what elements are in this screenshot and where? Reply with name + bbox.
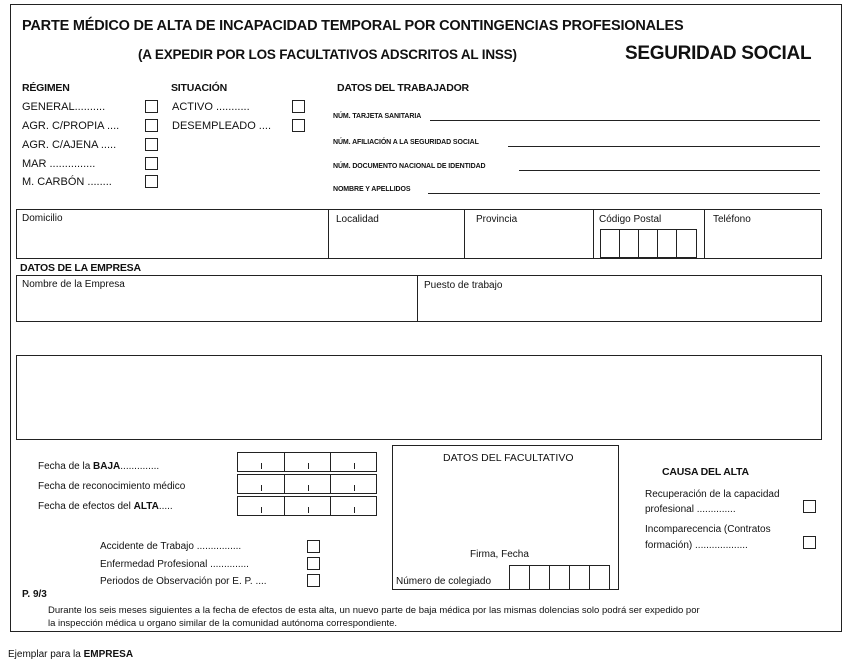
recuperacion-label-cont: profesional .............. — [645, 504, 736, 515]
date-tick — [261, 463, 262, 469]
ejemplar-prefix: Ejemplar para la — [8, 649, 84, 660]
dni-label: NÚM. DOCUMENTO NACIONAL DE IDENTIDAD — [333, 163, 486, 170]
localidad-label: Localidad — [336, 214, 379, 225]
recuperacion-label: Recuperación de la capacidad — [645, 489, 780, 500]
puesto-trabajo-label: Puesto de trabajo — [424, 280, 503, 291]
regimen-agr-propia-checkbox[interactable] — [145, 119, 158, 132]
incomparecencia-checkbox[interactable] — [803, 536, 816, 549]
fecha-alta-dots: ..... — [158, 501, 173, 512]
empresa-nombre-field[interactable] — [20, 294, 413, 319]
situacion-activo-checkbox[interactable] — [292, 100, 305, 113]
colegiado-digit[interactable] — [589, 565, 610, 590]
regimen-option-label: M. CARBÓN ........ — [22, 176, 112, 188]
regimen-general-checkbox[interactable] — [145, 100, 158, 113]
enfermedad-profesional-label: Enfermedad Profesional .............. — [100, 559, 249, 570]
periodos-observacion-checkbox[interactable] — [307, 574, 320, 587]
domicilio-field[interactable] — [20, 228, 324, 256]
firma-area[interactable] — [398, 468, 613, 546]
codigo-postal-label: Código Postal — [599, 214, 662, 225]
footnote-line-2: la inspección médica u organo similar de la comunidad autónoma correspondiente. — [48, 618, 398, 629]
accidente-trabajo-checkbox[interactable] — [307, 540, 320, 553]
fecha-reconocimiento-label: Fecha de reconocimiento médico — [38, 481, 186, 492]
nombre-apellidos-label: NOMBRE Y APELLIDOS — [333, 186, 411, 193]
ejemplar-label — [8, 649, 133, 660]
regimen-option-label: AGR. C/PROPIA .... — [22, 120, 120, 132]
causa-alta-heading: CAUSA DEL ALTA — [662, 466, 749, 478]
regimen-carbon-checkbox[interactable] — [145, 175, 158, 188]
date-tick — [354, 485, 355, 491]
recuperacion-checkbox[interactable] — [803, 500, 816, 513]
fecha-reconocimiento-field[interactable] — [237, 474, 377, 494]
provincia-label: Provincia — [476, 214, 518, 225]
situacion-option-label: DESEMPLEADO .... — [172, 120, 272, 132]
situacion-desempleado-checkbox[interactable] — [292, 119, 305, 132]
accidente-trabajo-label: Accidente de Trabajo ................ — [100, 541, 242, 552]
date-tick — [354, 507, 355, 513]
regimen-agr-ajena-checkbox[interactable] — [145, 138, 158, 151]
fecha-baja-prefix: Fecha de la — [38, 461, 94, 472]
date-tick — [261, 485, 262, 491]
colegiado-digit[interactable] — [509, 565, 530, 590]
fecha-alta-prefix: Fecha de efectos del — [38, 501, 134, 512]
observaciones-box[interactable] — [16, 355, 822, 440]
form-title: PARTE MÉDICO DE ALTA DE INCAPACIDAD TEMPORAL POR CONTINGENCIAS PROFESIONALES — [22, 18, 684, 34]
colegiado-digit[interactable] — [549, 565, 570, 590]
regimen-mar-checkbox[interactable] — [145, 157, 158, 170]
regimen-option-label: MAR ............... — [22, 158, 96, 170]
tarjeta-sanitaria-field[interactable] — [430, 107, 820, 121]
date-tick — [308, 485, 309, 491]
fecha-alta-field[interactable] — [237, 496, 377, 516]
divider — [464, 209, 465, 259]
firma-fecha-label: Firma, Fecha — [470, 549, 529, 560]
afiliacion-field[interactable] — [508, 133, 820, 147]
colegiado-label: Número de colegiado — [396, 576, 492, 587]
empresa-nombre-label: Nombre de la Empresa — [22, 279, 125, 290]
codigo-postal-digit[interactable] — [638, 229, 658, 258]
ejemplar-bold: EMPRESA — [83, 649, 134, 660]
afiliacion-label: NÚM. AFILIACIÓN A LA SEGURIDAD SOCIAL — [333, 139, 479, 146]
empresa-heading: DATOS DE LA EMPRESA — [20, 262, 141, 274]
codigo-postal-digit[interactable] — [657, 229, 677, 258]
dni-field[interactable] — [519, 157, 820, 171]
nombre-apellidos-field[interactable] — [428, 180, 820, 194]
localidad-field[interactable] — [332, 230, 460, 256]
situacion-heading: SITUACIÓN — [171, 82, 227, 94]
regimen-heading: RÉGIMEN — [22, 82, 70, 94]
date-tick — [354, 463, 355, 469]
fecha-baja-bold: BAJA — [93, 461, 121, 472]
fecha-baja-field[interactable] — [237, 452, 377, 472]
incomparecencia-label-cont: formación) ................... — [645, 540, 748, 551]
fecha-alta-label — [38, 501, 173, 512]
puesto-trabajo-field[interactable] — [421, 294, 818, 319]
fecha-alta-bold: ALTA — [133, 501, 159, 512]
colegiado-digit[interactable] — [569, 565, 590, 590]
periodos-observacion-label: Periodos de Observación por E. P. .... — [100, 576, 267, 587]
facultativo-heading: DATOS DEL FACULTATIVO — [443, 452, 574, 464]
regimen-option-label: GENERAL.......... — [22, 101, 106, 113]
incomparecencia-label: Incomparecencia (Contratos — [645, 524, 771, 535]
divider — [704, 209, 705, 259]
fecha-baja-dots: .............. — [120, 461, 160, 472]
codigo-postal-digit[interactable] — [619, 229, 639, 258]
colegiado-digit[interactable] — [529, 565, 550, 590]
fecha-baja-label — [38, 461, 159, 472]
trabajador-heading: DATOS DEL TRABAJADOR — [337, 82, 469, 94]
footnote-line-1: Durante los seis meses siguientes a la fecha de efectos de esta alta, un nuevo parte de baja médica por las mismas dolencias solo podrá ser expedido por — [48, 605, 700, 616]
date-tick — [308, 463, 309, 469]
divider — [593, 209, 594, 259]
codigo-postal-digit[interactable] — [600, 229, 620, 258]
regimen-option-label: AGR. C/AJENA ..... — [22, 139, 117, 151]
provincia-field[interactable] — [468, 230, 590, 256]
divider — [417, 275, 418, 322]
telefono-field[interactable] — [708, 230, 818, 256]
date-tick — [308, 507, 309, 513]
date-tick — [261, 507, 262, 513]
codigo-postal-digit[interactable] — [676, 229, 697, 258]
form-subtitle: (A EXPEDIR POR LOS FACULTATIVOS ADSCRITOS AL INSS) — [138, 47, 517, 62]
domicilio-label: Domicilio — [22, 213, 63, 224]
situacion-option-label: ACTIVO ........... — [172, 101, 250, 113]
enfermedad-profesional-checkbox[interactable] — [307, 557, 320, 570]
brand-label: SEGURIDAD SOCIAL — [625, 43, 812, 64]
form-code: P. 9/3 — [22, 589, 47, 600]
tarjeta-sanitaria-label: NÚM. TARJETA SANITARIA — [333, 113, 422, 120]
telefono-label: Teléfono — [713, 214, 751, 225]
divider — [328, 209, 329, 259]
